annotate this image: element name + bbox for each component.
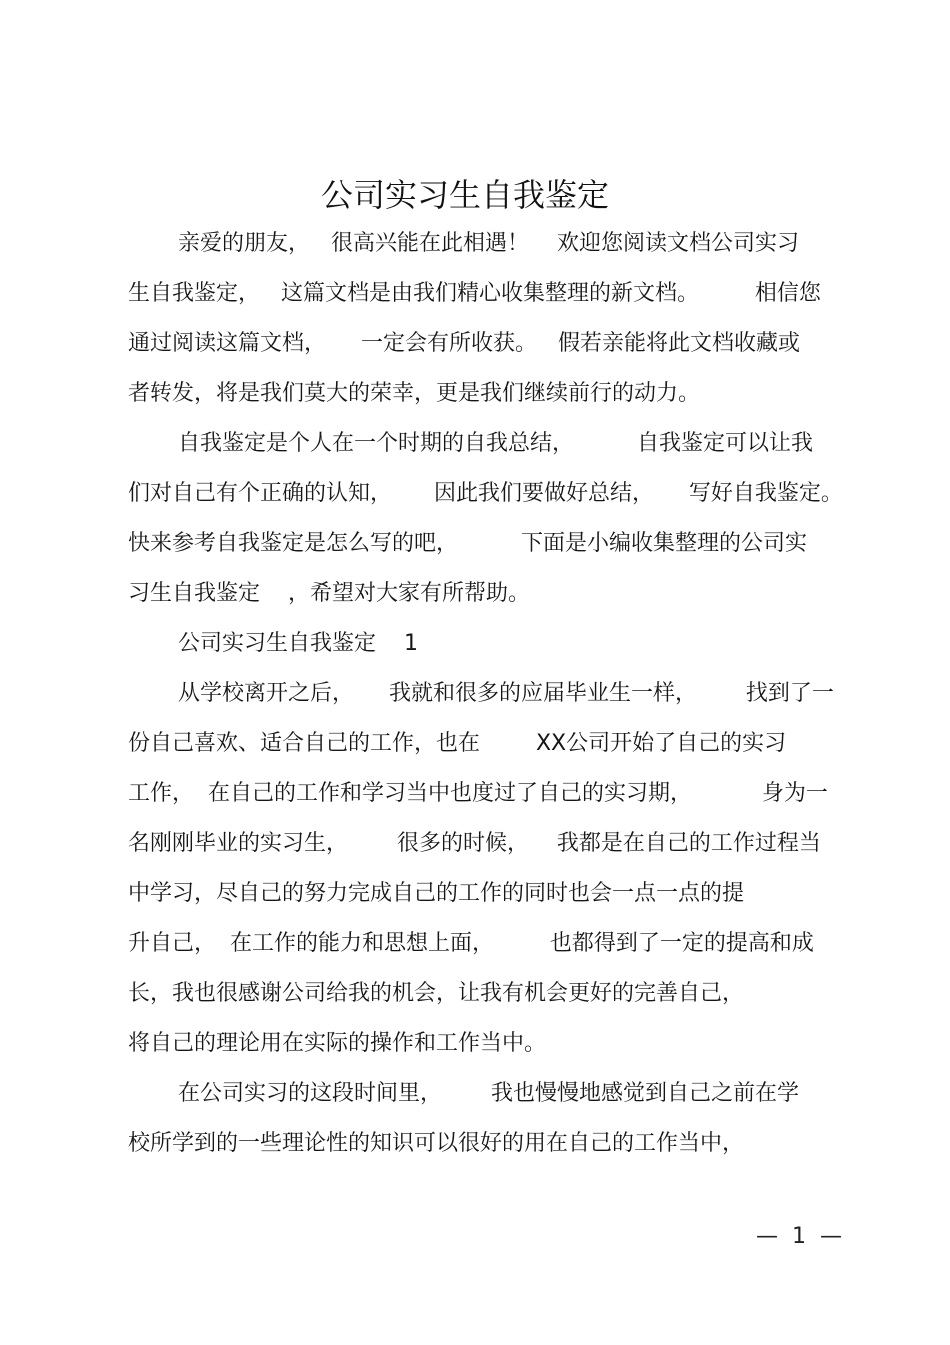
text-line: 将自己的理论用在实际的操作和工作当中。 [128,1031,547,1056]
text-line: 工作， 在自己的工作和学习当中也度过了自己的实习期， 身为一 [128,781,828,806]
text-line: 通过阅读这篇文档， 一定会有所收获。 假若亲能将此文档收藏或 [128,331,800,356]
text-line: 名刚刚毕业的实习生， 很多的时候， 我都是在自己的工作过程当 [128,831,821,856]
text-line: 们对自己有个正确的认知， 因此我们要做好总结， 写好自我鉴定。 [128,481,843,506]
text-line: 习生自我鉴定 ，希望对大家有所帮助。 [128,581,530,606]
text-line: 长，我也很感谢公司给我的机会，让我有机会更好的完善自己， [128,981,745,1006]
section-heading: 公司实习生自我鉴定 1 [178,631,418,656]
text-line: 从学校离开之后， 我就和很多的应届毕业生一样， 找到了一 [178,681,834,706]
text-line: 亲爱的朋友， 很高兴能在此相遇！ 欢迎您阅读文档公司实习 [178,231,799,256]
text-line: 份自己喜欢、适合自己的工作，也在 XX公司开始了自己的实习 [128,731,787,756]
text-line: 者转发，将是我们莫大的荣幸，更是我们继续前行的动力。 [128,381,701,406]
document-title: 公司实习生自我鉴定 [320,176,609,214]
text-line: 校所学到的一些理论性的知识可以很好的用在自己的工作当中， [128,1131,745,1156]
text-line: 升自己， 在工作的能力和思想上面， 也都得到了一定的提高和成 [128,931,814,956]
page-number: — 1 — [756,1224,842,1249]
text-line: 自我鉴定是个人在一个时期的自我总结， 自我鉴定可以让我 [178,431,813,456]
text-line: 快来参考自我鉴定是怎么写的吧， 下面是小编收集整理的公司实 [128,531,807,556]
text-line: 中学习，尽自己的努力完成自己的工作的同时也会一点一点的提 [128,881,745,906]
text-line: 生自我鉴定， 这篇文档是由我们精心收集整理的新文档。 相信您 [128,281,821,306]
text-line: 在公司实习的这段时间里， 我也慢慢地感觉到自己之前在学 [178,1081,799,1106]
